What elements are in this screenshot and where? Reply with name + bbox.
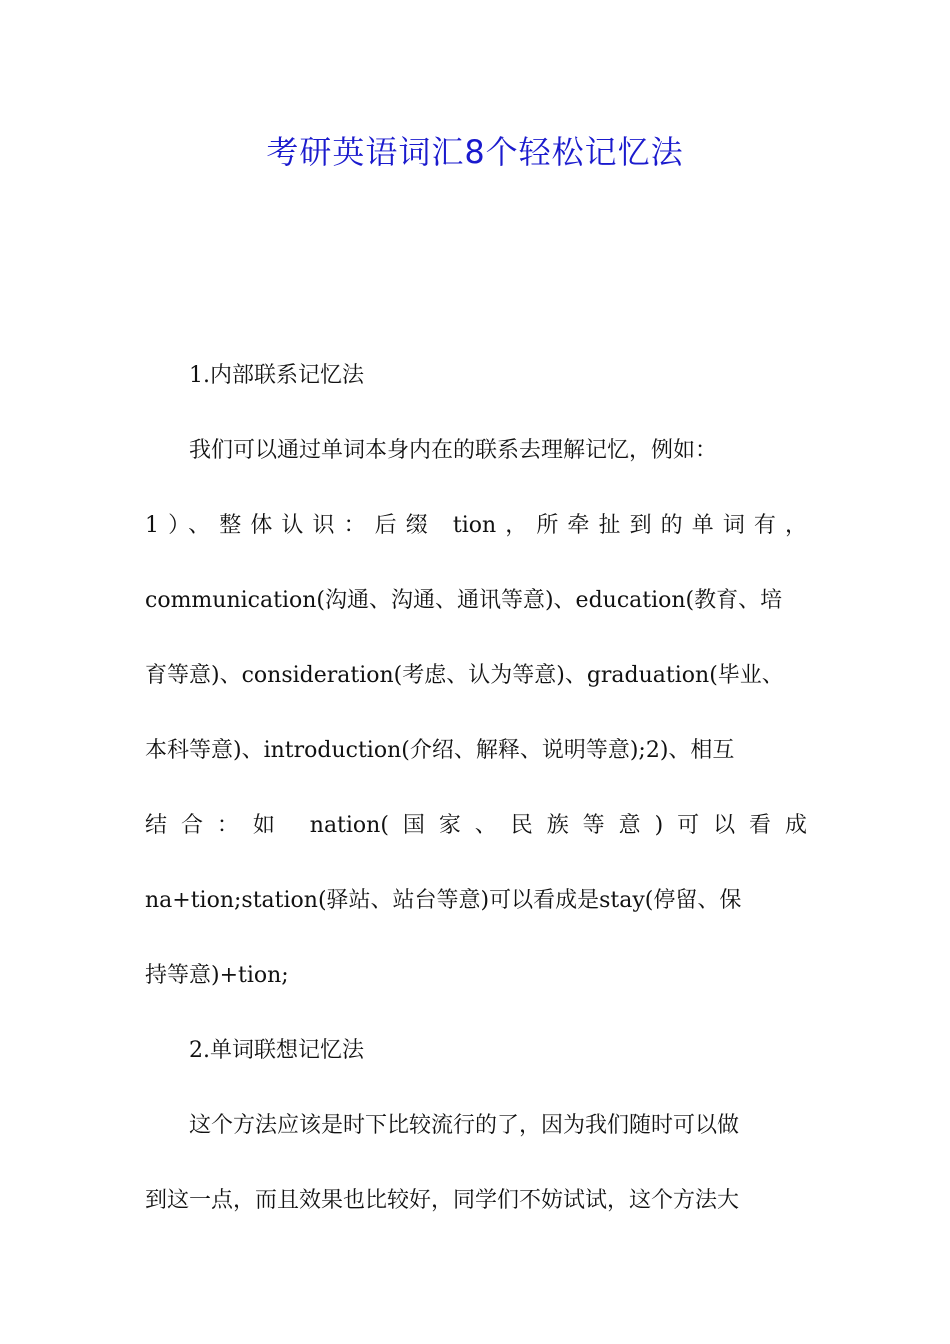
example-paragraph [145,488,807,1013]
section-heading-1: 1.内部联系记忆法 [189,363,364,388]
section-heading-2: 2.单词联想记忆法 [189,1038,364,1063]
body-line: na+tion;station(驿站、站台等意)可以看成是stay(停留、保 [145,888,742,913]
intro-paragraph: 我们可以通过单词本身内在的联系去理解记忆，例如： [189,438,718,463]
body-line: 本科等意)、introduction(介绍、解释、说明等意);2)、相互 [145,738,735,763]
body-line: 到这一点，而且效果也比较好，同学们不妨试试，这个方法大 [145,1188,740,1213]
body-line: 持等意)+tion; [145,963,289,988]
document-body [145,338,807,1238]
body-line: 1）、整体认识：后缀 tion，所牵扯到的单词有， [145,513,807,538]
body-line: communication(沟通、沟通、通讯等意)、education(教育、培 [145,588,783,613]
body-line: 结合：如 nation(国家、民族等意)可以看成 [145,813,807,838]
body-line: 这个方法应该是时下比较流行的了，因为我们随时可以做 [189,1113,740,1138]
association-paragraph [145,1088,807,1238]
document-title: 考研英语词汇8个轻松记忆法 [266,133,684,171]
body-line: 育等意)、consideration(考虑、认为等意)、graduation(毕业、 [145,663,784,688]
